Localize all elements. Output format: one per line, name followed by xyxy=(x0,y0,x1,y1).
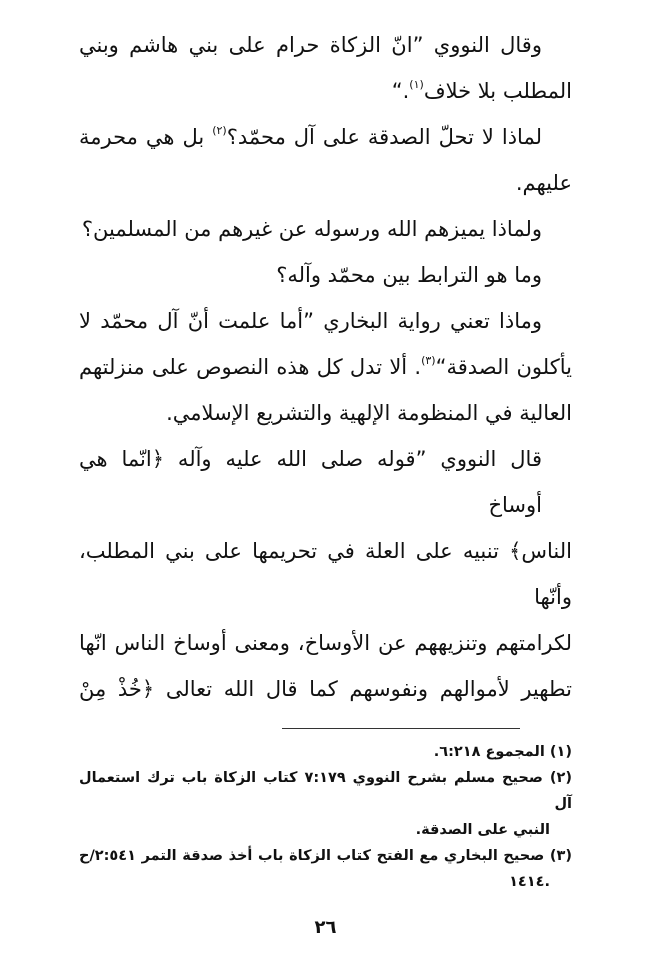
text-line xyxy=(79,22,572,68)
text-line xyxy=(79,206,572,252)
line-text: تطهير لأموالهم ونفوسهم كما قال الله تعالى ﴿خُذْ مِنْ xyxy=(79,677,572,701)
footnote-continuation: .١٤١٤ xyxy=(509,874,550,890)
footnote-continuation: النبي على الصدقة. xyxy=(415,822,550,838)
line-text: العالية في المنظومة الإلهية والتشريع الإسلامي. xyxy=(166,401,572,425)
line-text: المطلب بلا خلاف xyxy=(423,79,572,103)
footnote-divider xyxy=(282,728,520,729)
text-line xyxy=(79,666,572,712)
footnote: (٢) صحيح مسلم بشرح النووي ٧:١٧٩ كتاب الزكاة باب ترك استعمال آل xyxy=(79,770,572,812)
footnote-ref[interactable]: (٢) xyxy=(212,124,227,137)
footnote-ref[interactable]: (٣) xyxy=(421,354,436,367)
body-text xyxy=(79,22,572,712)
line-text: يأكلون الصدقة“ xyxy=(435,355,572,379)
text-line xyxy=(79,620,572,666)
text-line xyxy=(79,528,572,620)
text-line xyxy=(79,160,572,206)
line-text: . ألا تدل كل هذه النصوص على منزلتهم xyxy=(79,355,422,379)
footnote: (١) المجموع ٦:٢١٨. xyxy=(433,744,572,760)
footnote-ref[interactable]: (١) xyxy=(409,78,424,91)
line-text: لماذا لا تحلّ الصدقة على آل محمّد؟ xyxy=(226,125,542,149)
text-line xyxy=(79,252,572,298)
line-text: لكرامتهم وتنزيههم عن الأوساخ، ومعنى أوساخ الناس انّها xyxy=(79,631,572,655)
footnotes xyxy=(79,739,572,895)
line-text: وماذا تعني رواية البخاري ”أما علمت أنّ آل محمّد لا xyxy=(79,309,542,333)
footnote: (٣) صحيح البخاري مع الفتح كتاب الزكاة باب أخذ صدقة التمر ٢:٥٤١/ح xyxy=(79,848,572,864)
line-text: ولماذا يميزهم الله ورسوله عن غيرهم من المسلمين؟ xyxy=(81,217,542,241)
line-text: الناس﴾ تنبيه على العلة في تحريمها على بني المطلب، وأنّها xyxy=(79,539,572,609)
text-line xyxy=(79,68,572,114)
text-line xyxy=(79,390,572,436)
line-text: .“ xyxy=(391,79,410,103)
text-line xyxy=(79,436,572,528)
line-text: قال النووي ”قوله صلى الله عليه وآله ﴿انّما هي أوساخ xyxy=(79,447,542,517)
page-number: ٢٦ xyxy=(314,917,337,938)
text-line xyxy=(79,344,572,390)
line-text: وما هو الترابط بين محمّد وآله؟ xyxy=(276,263,542,287)
text-line xyxy=(79,114,572,160)
line-text: عليهم. xyxy=(515,171,572,195)
line-text: بل هي محرمة xyxy=(79,125,213,149)
text-line xyxy=(79,298,572,344)
line-text: وقال النووي ”انّ الزكاة حرام على بني هاشم وبني xyxy=(79,33,542,57)
